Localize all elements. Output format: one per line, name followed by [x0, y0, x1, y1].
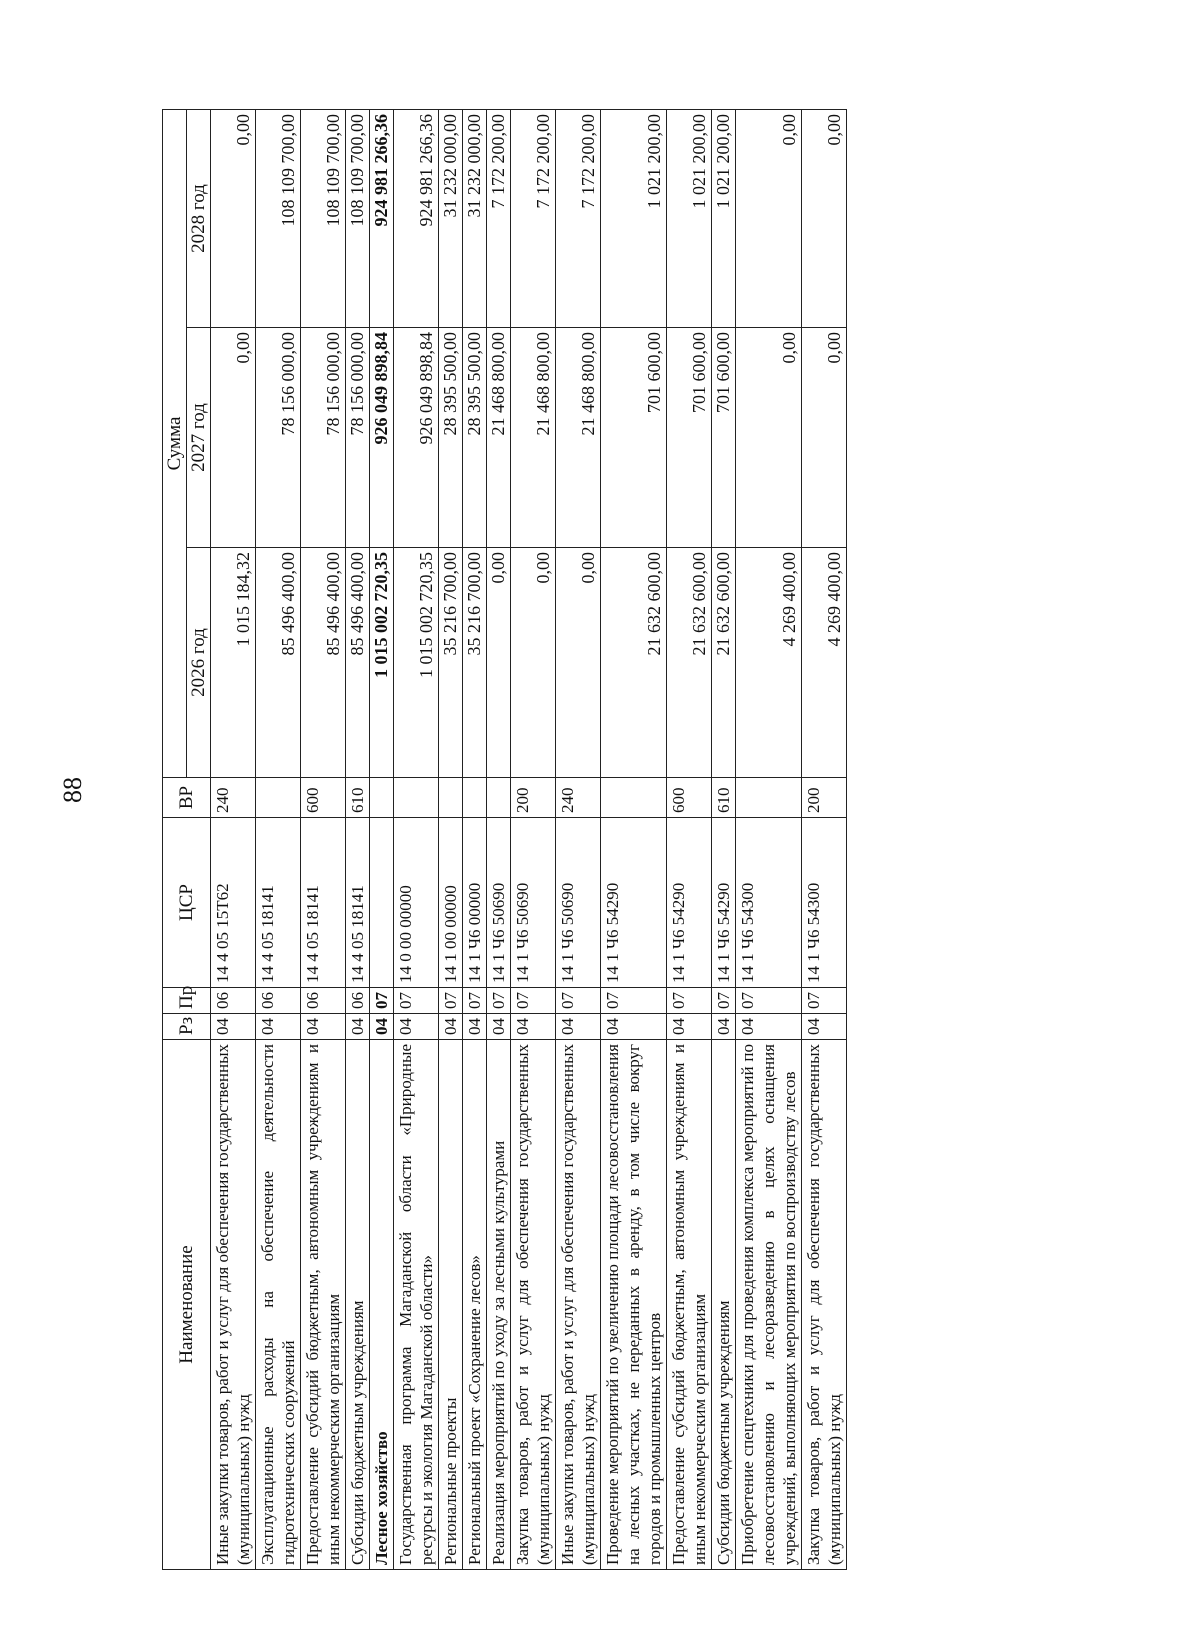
header-2027: 2027 год	[187, 328, 211, 548]
table-row	[601, 110, 667, 1570]
cell-rz: 04	[346, 1014, 370, 1040]
cell-vr: 240	[556, 778, 601, 818]
table-row	[346, 110, 370, 1570]
cell-2026: 1 015 002 720,35	[394, 548, 439, 778]
table-row	[463, 110, 487, 1570]
cell-2026: 4 269 400,00	[736, 548, 802, 778]
cell-csr: 14 1 Ч6 50690	[511, 818, 556, 988]
cell-rz: 04	[511, 1014, 556, 1040]
cell-2028: 0,00	[736, 110, 802, 328]
cell-name: Закупка товаров, работ и услуг для обеспечения государственных (муниципальных) нужд	[511, 1040, 556, 1570]
cell-2027: 78 156 000,00	[346, 328, 370, 548]
cell-vr: 200	[511, 778, 556, 818]
rotated-page-content	[162, 110, 1022, 1570]
table-row	[511, 110, 556, 1570]
cell-rz: 04	[712, 1014, 736, 1040]
cell-pr: 07	[802, 988, 847, 1014]
cell-2028: 7 172 200,00	[556, 110, 601, 328]
header-vr: ВР	[163, 778, 211, 818]
cell-2028: 108 109 700,00	[256, 110, 301, 328]
cell-2028: 0,00	[211, 110, 256, 328]
cell-name: Приобретение спецтехники для проведения комплекса мероприятий по лесовосстановлению и лесоразведению в целях оснащения учреждений, выполняющих мероприятия по воспроизводству лесов	[736, 1040, 802, 1570]
cell-rz: 04	[439, 1014, 463, 1040]
cell-2027: 21 468 800,00	[556, 328, 601, 548]
cell-vr: 600	[667, 778, 712, 818]
table-row	[712, 110, 736, 1570]
cell-csr: 14 4 05 15Т62	[211, 818, 256, 988]
header-pr: Пр	[163, 988, 211, 1014]
cell-csr: 14 1 Ч6 54300	[736, 818, 802, 988]
cell-vr	[256, 778, 301, 818]
cell-2027: 78 156 000,00	[301, 328, 346, 548]
cell-vr: 200	[802, 778, 847, 818]
table-row	[256, 110, 301, 1570]
cell-2027: 28 395 500,00	[439, 328, 463, 548]
cell-name: Эксплуатационные расходы на обеспечение деятельности гидротехнических сооружений	[256, 1040, 301, 1570]
cell-pr: 07	[394, 988, 439, 1014]
cell-name: Региональный проект «Сохранение лесов»	[463, 1040, 487, 1570]
cell-pr: 07	[712, 988, 736, 1014]
cell-2026: 35 216 700,00	[439, 548, 463, 778]
cell-vr	[487, 778, 511, 818]
cell-name: Иные закупки товаров, работ и услуг для обеспечения государственных (муниципальных) нужд	[556, 1040, 601, 1570]
cell-vr: 600	[301, 778, 346, 818]
cell-pr: 07	[487, 988, 511, 1014]
cell-2027: 28 395 500,00	[463, 328, 487, 548]
cell-csr: 14 4 05 18141	[301, 818, 346, 988]
cell-rz: 04	[736, 1014, 802, 1040]
header-2028: 2028 год	[187, 110, 211, 328]
cell-vr: 610	[346, 778, 370, 818]
cell-csr: 14 1 Ч6 54290	[667, 818, 712, 988]
cell-csr: 14 1 Ч6 54300	[802, 818, 847, 988]
cell-2026: 0,00	[487, 548, 511, 778]
cell-csr: 14 1 Ч6 50690	[556, 818, 601, 988]
cell-2028: 1 021 200,00	[712, 110, 736, 328]
cell-2026: 4 269 400,00	[802, 548, 847, 778]
cell-csr	[370, 818, 394, 988]
cell-2026: 21 632 600,00	[667, 548, 712, 778]
cell-2028: 31 232 000,00	[439, 110, 463, 328]
cell-rz: 04	[211, 1014, 256, 1040]
table-row	[370, 110, 394, 1570]
cell-vr	[439, 778, 463, 818]
cell-2027: 21 468 800,00	[511, 328, 556, 548]
header-rz: Рз	[163, 1014, 211, 1040]
cell-pr: 06	[256, 988, 301, 1014]
cell-2027: 926 049 898,84	[370, 328, 394, 548]
cell-csr: 14 0 00 00000	[394, 818, 439, 988]
cell-2026: 21 632 600,00	[601, 548, 667, 778]
cell-csr: 14 1 00 00000	[439, 818, 463, 988]
cell-pr: 07	[463, 988, 487, 1014]
cell-2026: 1 015 184,32	[211, 548, 256, 778]
cell-rz: 04	[487, 1014, 511, 1040]
table-row	[211, 110, 256, 1570]
cell-2026: 0,00	[511, 548, 556, 778]
cell-rz: 04	[802, 1014, 847, 1040]
cell-2027: 926 049 898,84	[394, 328, 439, 548]
cell-rz: 04	[301, 1014, 346, 1040]
cell-2028: 0,00	[802, 110, 847, 328]
cell-pr: 06	[346, 988, 370, 1014]
cell-vr	[736, 778, 802, 818]
cell-name: Предоставление субсидий бюджетным, автономным учреждениям и иным некоммерческим организациям	[667, 1040, 712, 1570]
cell-vr	[463, 778, 487, 818]
cell-name: Региональные проекты	[439, 1040, 463, 1570]
cell-name: Закупка товаров, работ и услуг для обеспечения государственных (муниципальных) нужд	[802, 1040, 847, 1570]
table-row	[394, 110, 439, 1570]
cell-2027: 21 468 800,00	[487, 328, 511, 548]
cell-pr: 07	[511, 988, 556, 1014]
page-number: 88	[58, 777, 87, 803]
table-row	[301, 110, 346, 1570]
header-2026: 2026 год	[187, 548, 211, 778]
cell-rz: 04	[601, 1014, 667, 1040]
cell-csr: 14 1 Ч6 00000	[463, 818, 487, 988]
cell-rz: 04	[667, 1014, 712, 1040]
cell-rz: 04	[370, 1014, 394, 1040]
cell-name: Государственная программа Магаданской области «Природные ресурсы и экология Магаданской области»	[394, 1040, 439, 1570]
table-row	[487, 110, 511, 1570]
cell-rz: 04	[556, 1014, 601, 1040]
header-sum: Сумма	[163, 110, 187, 778]
cell-pr: 06	[301, 988, 346, 1014]
cell-2027: 701 600,00	[601, 328, 667, 548]
table-header	[163, 110, 211, 1570]
cell-csr: 14 1 Ч6 50690	[487, 818, 511, 988]
cell-2028: 31 232 000,00	[463, 110, 487, 328]
cell-vr: 610	[712, 778, 736, 818]
cell-csr: 14 4 05 18141	[256, 818, 301, 988]
table-row	[439, 110, 463, 1570]
table-row	[802, 110, 847, 1570]
table-row	[736, 110, 802, 1570]
cell-2027: 0,00	[736, 328, 802, 548]
cell-2028: 7 172 200,00	[487, 110, 511, 328]
cell-2028: 924 981 266,36	[370, 110, 394, 328]
cell-vr: 240	[211, 778, 256, 818]
cell-pr: 07	[667, 988, 712, 1014]
cell-rz: 04	[463, 1014, 487, 1040]
cell-2028: 108 109 700,00	[301, 110, 346, 328]
cell-vr	[601, 778, 667, 818]
header-name: Наименование	[163, 1040, 211, 1570]
cell-2027: 0,00	[802, 328, 847, 548]
cell-csr: 14 1 Ч6 54290	[712, 818, 736, 988]
cell-pr: 07	[601, 988, 667, 1014]
cell-vr	[394, 778, 439, 818]
cell-csr: 14 1 Ч6 54290	[601, 818, 667, 988]
cell-name: Лесное хозяйство	[370, 1040, 394, 1570]
table-row	[667, 110, 712, 1570]
cell-2027: 78 156 000,00	[256, 328, 301, 548]
cell-2028: 924 981 266,36	[394, 110, 439, 328]
cell-vr	[370, 778, 394, 818]
cell-name: Реализация мероприятий по уходу за лесными культурами	[487, 1040, 511, 1570]
cell-rz: 04	[256, 1014, 301, 1040]
cell-pr: 07	[736, 988, 802, 1014]
cell-rz: 04	[394, 1014, 439, 1040]
cell-2027: 701 600,00	[667, 328, 712, 548]
cell-pr: 07	[370, 988, 394, 1014]
cell-2027: 0,00	[211, 328, 256, 548]
cell-csr: 14 4 05 18141	[346, 818, 370, 988]
cell-2026: 1 015 002 720,35	[370, 548, 394, 778]
cell-pr: 06	[211, 988, 256, 1014]
cell-2026: 85 496 400,00	[346, 548, 370, 778]
cell-2026: 35 216 700,00	[463, 548, 487, 778]
cell-2027: 701 600,00	[712, 328, 736, 548]
cell-2026: 85 496 400,00	[256, 548, 301, 778]
cell-2028: 7 172 200,00	[511, 110, 556, 328]
cell-2028: 1 021 200,00	[601, 110, 667, 328]
table-body	[211, 110, 847, 1570]
cell-name: Предоставление субсидий бюджетным, автономным учреждениям и иным некоммерческим организациям	[301, 1040, 346, 1570]
cell-2026: 85 496 400,00	[301, 548, 346, 778]
cell-2026: 21 632 600,00	[712, 548, 736, 778]
cell-name: Проведение мероприятий по увеличению площади лесовосстановления на лесных участках, не переданных в аренду, в том числе вокруг городов и промышленных центров	[601, 1040, 667, 1570]
table-row	[556, 110, 601, 1570]
budget-table	[162, 109, 847, 1570]
cell-2028: 108 109 700,00	[346, 110, 370, 328]
cell-pr: 07	[439, 988, 463, 1014]
cell-name: Субсидии бюджетным учреждениям	[712, 1040, 736, 1570]
cell-name: Иные закупки товаров, работ и услуг для обеспечения государственных (муниципальных) нужд	[211, 1040, 256, 1570]
cell-pr: 07	[556, 988, 601, 1014]
cell-2026: 0,00	[556, 548, 601, 778]
cell-2028: 1 021 200,00	[667, 110, 712, 328]
header-csr: ЦСР	[163, 818, 211, 988]
cell-name: Субсидии бюджетным учреждениям	[346, 1040, 370, 1570]
